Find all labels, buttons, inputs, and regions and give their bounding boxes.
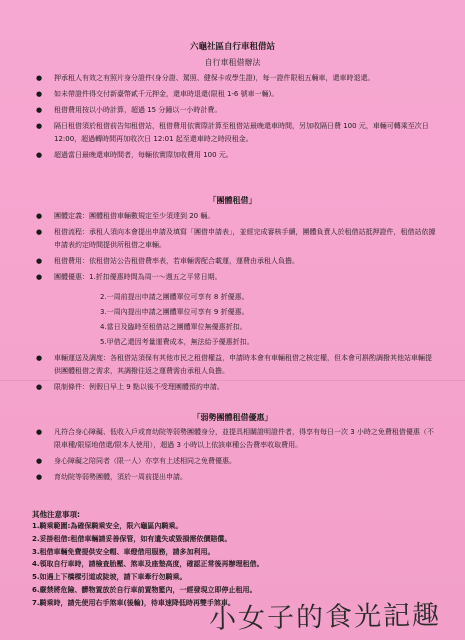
group-rule: ● 限制條件：例假日早上 9 點以後不受理團體預約申請。 [36,381,436,394]
rental-rule: ● 超過當日最晚還車時間者，每輛依實際加收費用 100 元。 [36,149,436,162]
note-item: 7.騎乘時，請先使用右手煞車(後輪)，待車速降低時再雙手煞車。 [32,598,235,607]
group-discount: 2.一周前提出申請之團體單位可享有 8 折優惠。 [100,293,249,301]
group-discount-list [100,290,440,350]
group-rules-list [36,210,436,287]
note-item: 3.租借車輛免費提供安全帽、車燈借用服務，請多加利用。 [32,547,215,556]
group-rules-after-list [36,352,436,397]
disadvantaged-section-title: 「弱勢團體租借優惠」 [192,413,273,422]
group-section-title: 「團體租借」 [208,196,257,205]
disadvantaged-rule: ● 身心障礙之陪同者（限一人）亦享有上述相同之免費優惠。 [36,455,436,468]
disadvantaged-rules-list [36,426,436,487]
document-title: 六龜社區自行車租借站 [189,42,275,52]
group-rule: ● 車輛運送及調度：各租借站須保有其他市民之租借權益，申請時本會有車輛租借之核定權，但本會可斟酌調撥其他站車輛提供團體租借之需求，其調撥往返之運費需由承租人負擔。 [36,352,436,378]
disadvantaged-rule: ● 凡符合身心障礙、低收入戶或育幼院等弱勢團體身分，並提具相關證明證件者，得享有每日一次 3 小時之免費租借優惠（不限車種/限原地借還/限本人使用），超過 3 小時以上依該車種公告費率收取費用。 [36,426,436,452]
note-item: 2.妥掛租借:租借車輛請妥善保管，如有遺失或毀損需依價賠償。 [32,534,232,543]
note-item: 5.如遇上下橋樑引道或陡坡，請下車牽行勿騎乘。 [32,573,187,582]
disadvantaged-rule: ● 育幼院等弱勢團體，須於一周前提出申請。 [36,471,436,484]
note-item: 4.領取自行車時，請檢查胎壓、煞車及座墊高度，確認正常後再辦理租借。 [32,560,264,569]
group-discount: 3.一周內提出申請之團體單位可享有 9 折優惠。 [100,308,249,316]
blog-watermark: 小女子的食光記趣 [208,599,442,636]
group-rule: ● 團體定義：團體租借車輛數規定至少須達到 20 輛。 [36,210,436,223]
note-item: 1.騎乘範圍:為確保騎乘安全，限六龜區內騎乘。 [32,522,183,530]
note-item: 6.嚴禁將危險、髒物置放於自行車前置物籃內，一經發現立即停止租用。 [32,585,257,594]
group-discount: 4.當日及臨時至租借站之團體單位無優惠折扣。 [100,323,247,331]
rental-rule: ● 如未帶證件得交付新臺幣貳千元押金，還車時退還(限租 1-6 號車一輛)。 [36,88,436,101]
rental-rule: ● 隔日租借須於租借前告知租借站，租借費用依實際計算至租借站最晚還車時間，另加收隔日費 100 元，車輛可轉乘至次日 12:00，超過轉時間再加收次日 12:01 起至還車時之時段租金。 [36,120,436,146]
group-rule: ● 租借流程：承租人須向本會提出申請及填寫「團借申請表」，並經完成審核手續，團體負責人於租借站抵押證件，租借站依據申請表約定時間提供所租借之車輛。 [36,226,436,252]
group-discount: 5.甲借乙還因考量運費成本，無法給予優惠折扣。 [100,338,254,346]
rental-rule: ● 押承租人有效之有照片身分證件(身分證、駕照、健保卡或學生證)，每一證件限租五輛車，還車時退還。 [36,72,436,85]
rental-rules-list [36,72,436,165]
group-rule: ● 團體優惠：1.折扣優惠時間為周一～週五之平常日期。 [36,271,436,284]
document-subtitle: 自行車租借辦法 [204,58,261,67]
notes-title: 其他注意事項: [32,510,80,519]
rental-rule: ● 租借費用按以小時計算，超過 15 分鐘以一小時計費。 [36,104,436,117]
group-rule: ● 租借費用：依租借站公告租借費率表，若車輛需配合載運，運費由承租人負擔。 [36,255,436,268]
